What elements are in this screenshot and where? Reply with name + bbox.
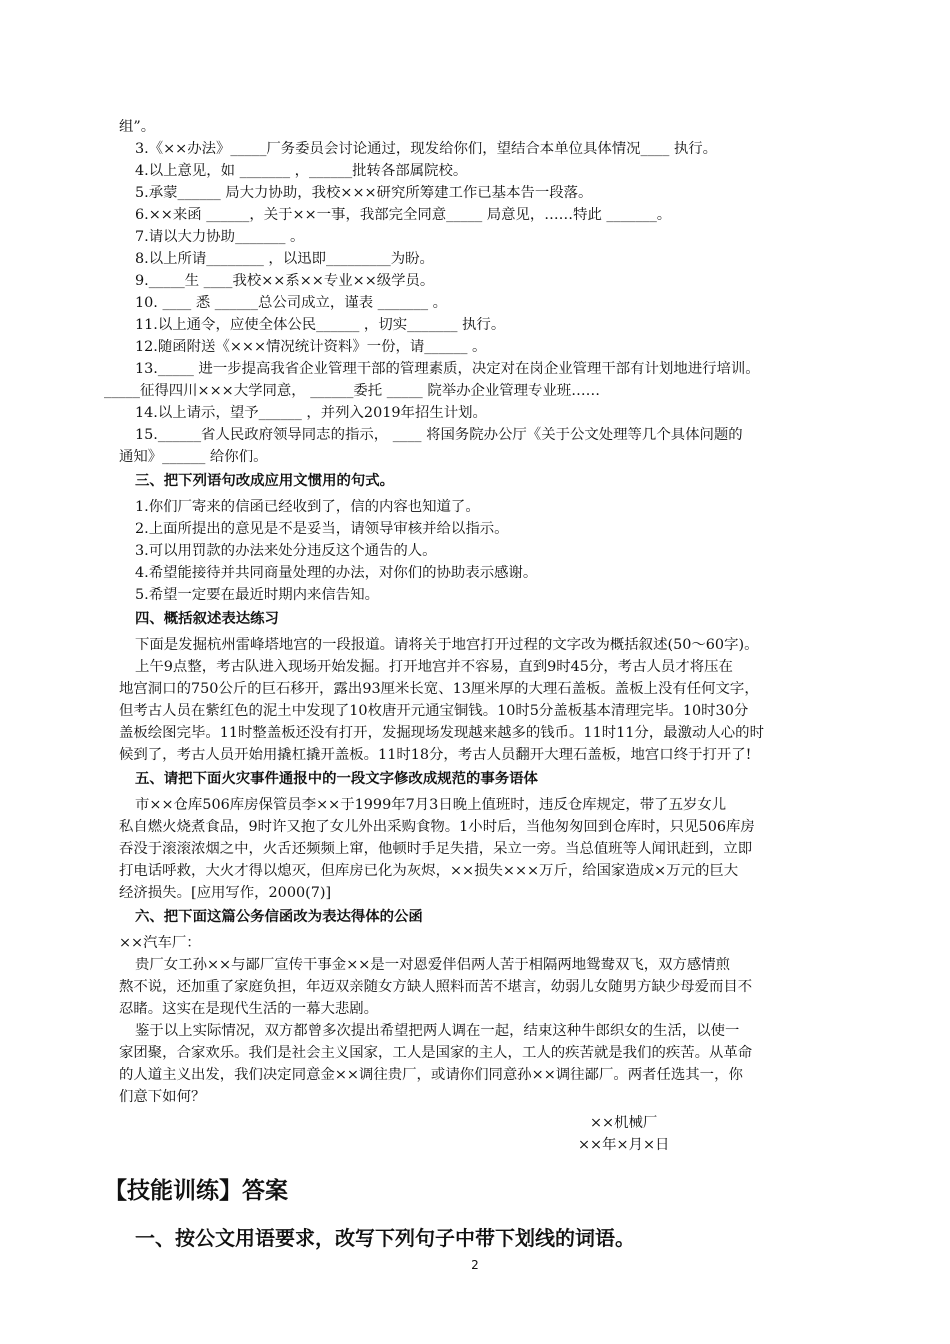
exercise-item: 6.××来函 ______，关于××一事，我部完全同意_____ 局意见，……特此 _______。 [135, 207, 672, 223]
paragraph-line: 候到了，考古人员开始用撬杠撬开盖板。11时18分，考古人员翻开大理石盖板，地宫口终于打开了! [119, 747, 752, 763]
section3-item: 4.希望能接待并共同商量处理的办法，对你们的协助表示感谢。 [135, 565, 538, 581]
text-line: 组”。 [119, 119, 156, 135]
paragraph-line: 熬不说，还加重了家庭负担，年迈双亲随女方缺人照料而苦不堪言，幼弱儿女随男方缺少母爱而目不 [119, 979, 753, 995]
section-heading-4: 四、概括叙述表达练习 [135, 611, 279, 627]
section-heading-6: 六、把下面这篇公务信函改为表达得体的公函 [135, 909, 423, 925]
section-heading-3: 三、把下列语句改成应用文惯用的句式。 [135, 473, 395, 489]
answers-title: 【技能训练】答案 [104, 1178, 288, 1204]
paragraph-line: 上午9点整，考古队进入现场开始发掘。打开地宫并不容易，直到9时45分，考古人员才将压在 [135, 659, 733, 675]
paragraph-line: 家团聚，合家欢乐。我们是社会主义国家，工人是国家的主人，工人的疾苦就是我们的疾苦。从革命 [119, 1045, 753, 1061]
exercise-item: 5.承蒙______ 局大力协助，我校×××研究所筹建工作已基本告一段落。 [135, 185, 593, 201]
paragraph-line: 私自燃火烧煮食品，9时许又抱了女儿外出采购食物。1小时后，当他匆匆回到仓库时，只见506库房 [119, 819, 755, 835]
exercise-item: 3.《××办法》_____厂务委员会讨论通过，现发给你们，望结合本单位具体情况____ 执行。 [135, 141, 718, 157]
exercise-item-continued: 通知》______ 给你们。 [119, 449, 268, 465]
exercise-item: 12.随函附送《×××情况统计资料》一份，请______ 。 [135, 339, 487, 355]
paragraph-line: 地宫洞口的750公斤的巨石移开，露出93厘米长宽、13厘米厚的大理石盖板。盖板上没有任何文字， [119, 681, 759, 697]
exercise-item: 14.以上请示，望予______ ，并列入2019年招生计划。 [135, 405, 487, 421]
letter-signature: ××机械厂 [590, 1115, 658, 1131]
section3-item: 1.你们厂寄来的信函已经收到了，信的内容也知道了。 [135, 499, 480, 515]
section-heading-5: 五、请把下面火灾事件通报中的一段文字修改成规范的事务语体 [135, 771, 538, 787]
exercise-item: 9._____生 ____我校××系××专业××级学员。 [135, 273, 435, 289]
exercise-item: 7.请以大力协助_______ 。 [135, 229, 305, 245]
paragraph-line: 忍睹。这实在是现代生活的一幕大悲剧。 [119, 1001, 379, 1017]
paragraph-line: 经济损失。[应用写作，2000(7)] [119, 885, 332, 901]
paragraph-line: 贵厂女工孙××与鄙厂宣传干事金××是一对恩爱伴侣两人苦于相隔两地鸳鸯双飞，双方感情煎 [135, 957, 731, 973]
page-number: 2 [471, 1258, 479, 1272]
paragraph-line: 市××仓库506库房保管员李××于1999年7月3日晚上值班时，违反仓库规定，带了五岁女儿 [135, 797, 727, 813]
exercise-item: 10. ____ 悉 ______总公司成立，谨表 _______ 。 [135, 295, 447, 311]
paragraph-line: 的人道主义出发，我们决定同意金××调往贵厂，或请你们同意孙××调往鄙厂。两者任选其一，你 [119, 1067, 743, 1083]
letter-salutation: ××汽车厂： [119, 935, 201, 951]
exercise-item: 11.以上通令，应使全体公民______ ，切实_______ 执行。 [135, 317, 506, 333]
paragraph-line: 们意下如何？ [119, 1089, 206, 1105]
section3-item: 2.上面所提出的意见是不是妥当，请领导审核并给以指示。 [135, 521, 509, 537]
paragraph-line: 打电话呼救，大火才得以熄灭，但库房已化为灰烬，××损失×××万斤，给国家造成×万元的巨大 [119, 863, 739, 879]
answers-subtitle: 一、按公文用语要求，改写下列句子中带下划线的词语。 [135, 1226, 635, 1250]
exercise-item: 4.以上意见，如 _______ ，______批转各部属院校。 [135, 163, 468, 179]
exercise-item: 13._____ 进一步提高我省企业管理干部的管理素质，决定对在岗企业管理干部有计划地进行培训。 [135, 361, 760, 377]
paragraph-line: 但考古人员在紫红色的泥土中发现了10枚唐开元通宝铜钱。10时5分盖板基本清理完毕。10时30分 [119, 703, 749, 719]
section3-item: 5.希望一定要在最近时期内来信告知。 [135, 587, 379, 603]
paragraph-line: 下面是发掘杭州雷峰塔地宫的一段报道。请将关于地宫打开过程的文字改为概括叙述(50～60字)。 [135, 637, 759, 653]
letter-date: ××年×月×日 [578, 1137, 670, 1153]
exercise-item: 8.以上所请________ ，以迅即_________为盼。 [135, 251, 434, 267]
exercise-item: 15.______省人民政府领导同志的指示， ____ 将国务院办公厅《关于公文处理等几个具体问题的 [135, 427, 743, 443]
section3-item: 3.可以用罚款的办法来处分违反这个通告的人。 [135, 543, 437, 559]
paragraph-line: 吞没于滚滚浓烟之中，火舌还频频上窜，他顿时手足失措，呆立一旁。当总值班等人闻讯赶到，立即 [119, 841, 753, 857]
paragraph-line: 盖板绘图完毕。11时整盖板还没有打开，发掘现场发现越来越多的钱币。11时11分，最激动人心的时 [119, 725, 764, 741]
paragraph-line: 鉴于以上实际情况，双方都曾多次提出希望把两人调在一起，结束这种牛郎织女的生活，以使一 [135, 1023, 740, 1039]
exercise-item-continued: _____征得四川×××大学同意， ______委托 _____ 院举办企业管理专业班…… [104, 383, 601, 399]
